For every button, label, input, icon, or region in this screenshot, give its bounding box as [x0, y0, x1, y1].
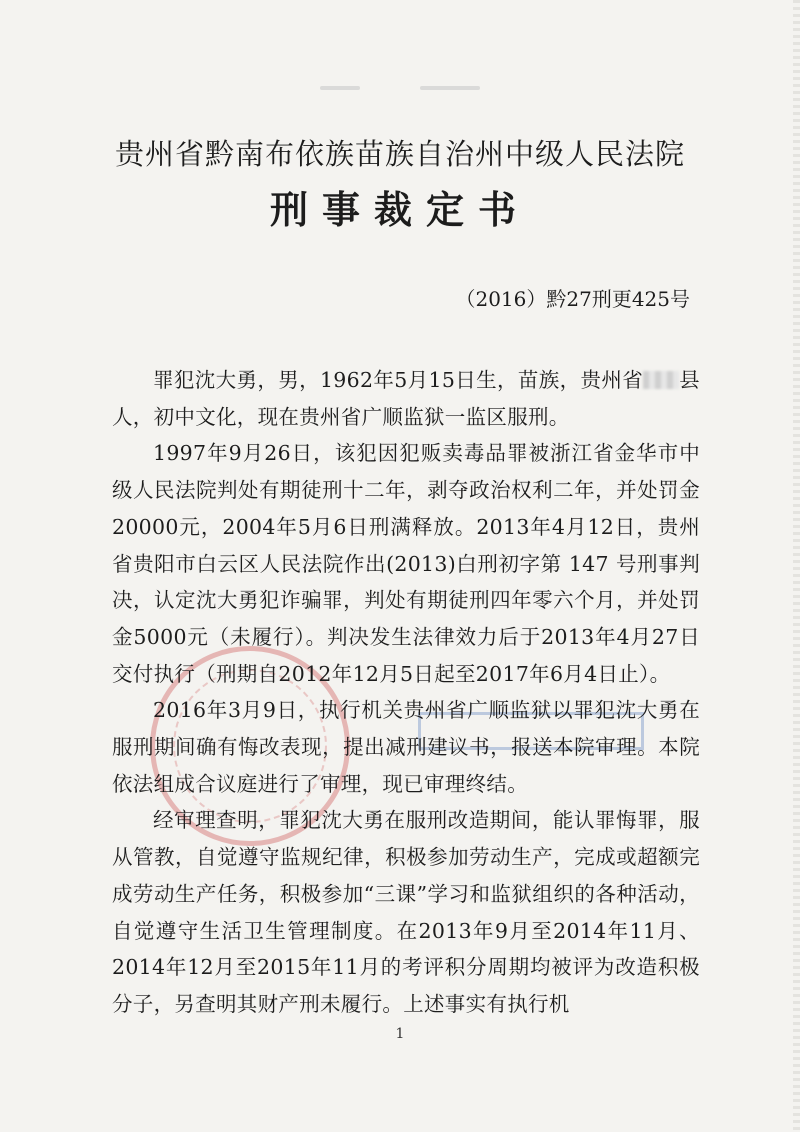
paragraph-findings: 经审理查明，罪犯沈大勇在服刑改造期间，能认罪悔罪，服从管教，自觉遵守监规纪律，积极参加劳动生产，完成或超额完成劳动生产任务，积极参加“三课”学习和监狱组织的各种活动，自觉遵守生活卫生管理制度。在2013年9月至2014年11月、2014年12月至2015年11月的考评积分周期均被评为改造积极分子，另查明其财产刑未履行。上述事实有执行机: [112, 808, 700, 1016]
paragraph-criminal-history: 1997年9月26日，该犯因犯贩卖毒品罪被浙江省金华市中级人民法院判处有期徒刑十二年，剥夺政治权利二年，并处罚金20000元，2004年5月6日刑满释放。2013年4月12日，贵州省贵阳市白云区人民法院作出(2013)白刑初字第 147 号刑事判决，认定沈大勇犯诈骗罪，判处有期徒刑四年零六个月，并处罚金5000元（未履行）。判决发生法律效力后于2013年4月27日交付执行（刑期自2012年12月5日起至2017年6月4日止）。: [112, 441, 700, 686]
defendant-info-text-cont: 县人，初中文化，现在贵州省广顺监狱一监区服刑。: [112, 368, 700, 429]
document-title: 刑事裁定书: [269, 187, 530, 232]
document-body: [112, 362, 700, 1023]
faint-header-marks: [300, 86, 500, 92]
paragraph-defendant-info: [112, 362, 700, 435]
court-name: 贵州省黔南布依族苗族自治州中级人民法院: [114, 137, 685, 171]
defendant-info-text: 罪犯沈大勇，男，1962年5月15日生，苗族，贵州省: [153, 368, 644, 392]
redacted-text: [643, 371, 679, 389]
paragraph-commutation-proposal: 2016年3月9日，执行机关贵州省广顺监狱以罪犯沈大勇在服刑期间确有悔改表现，提出减刑建议书，报送本院审理。本院依法组成合议庭进行了审理，现已审理终结。: [112, 698, 700, 796]
case-number: （2016）黔27刑更425号: [455, 287, 690, 311]
page-number: 1: [395, 1026, 405, 1042]
